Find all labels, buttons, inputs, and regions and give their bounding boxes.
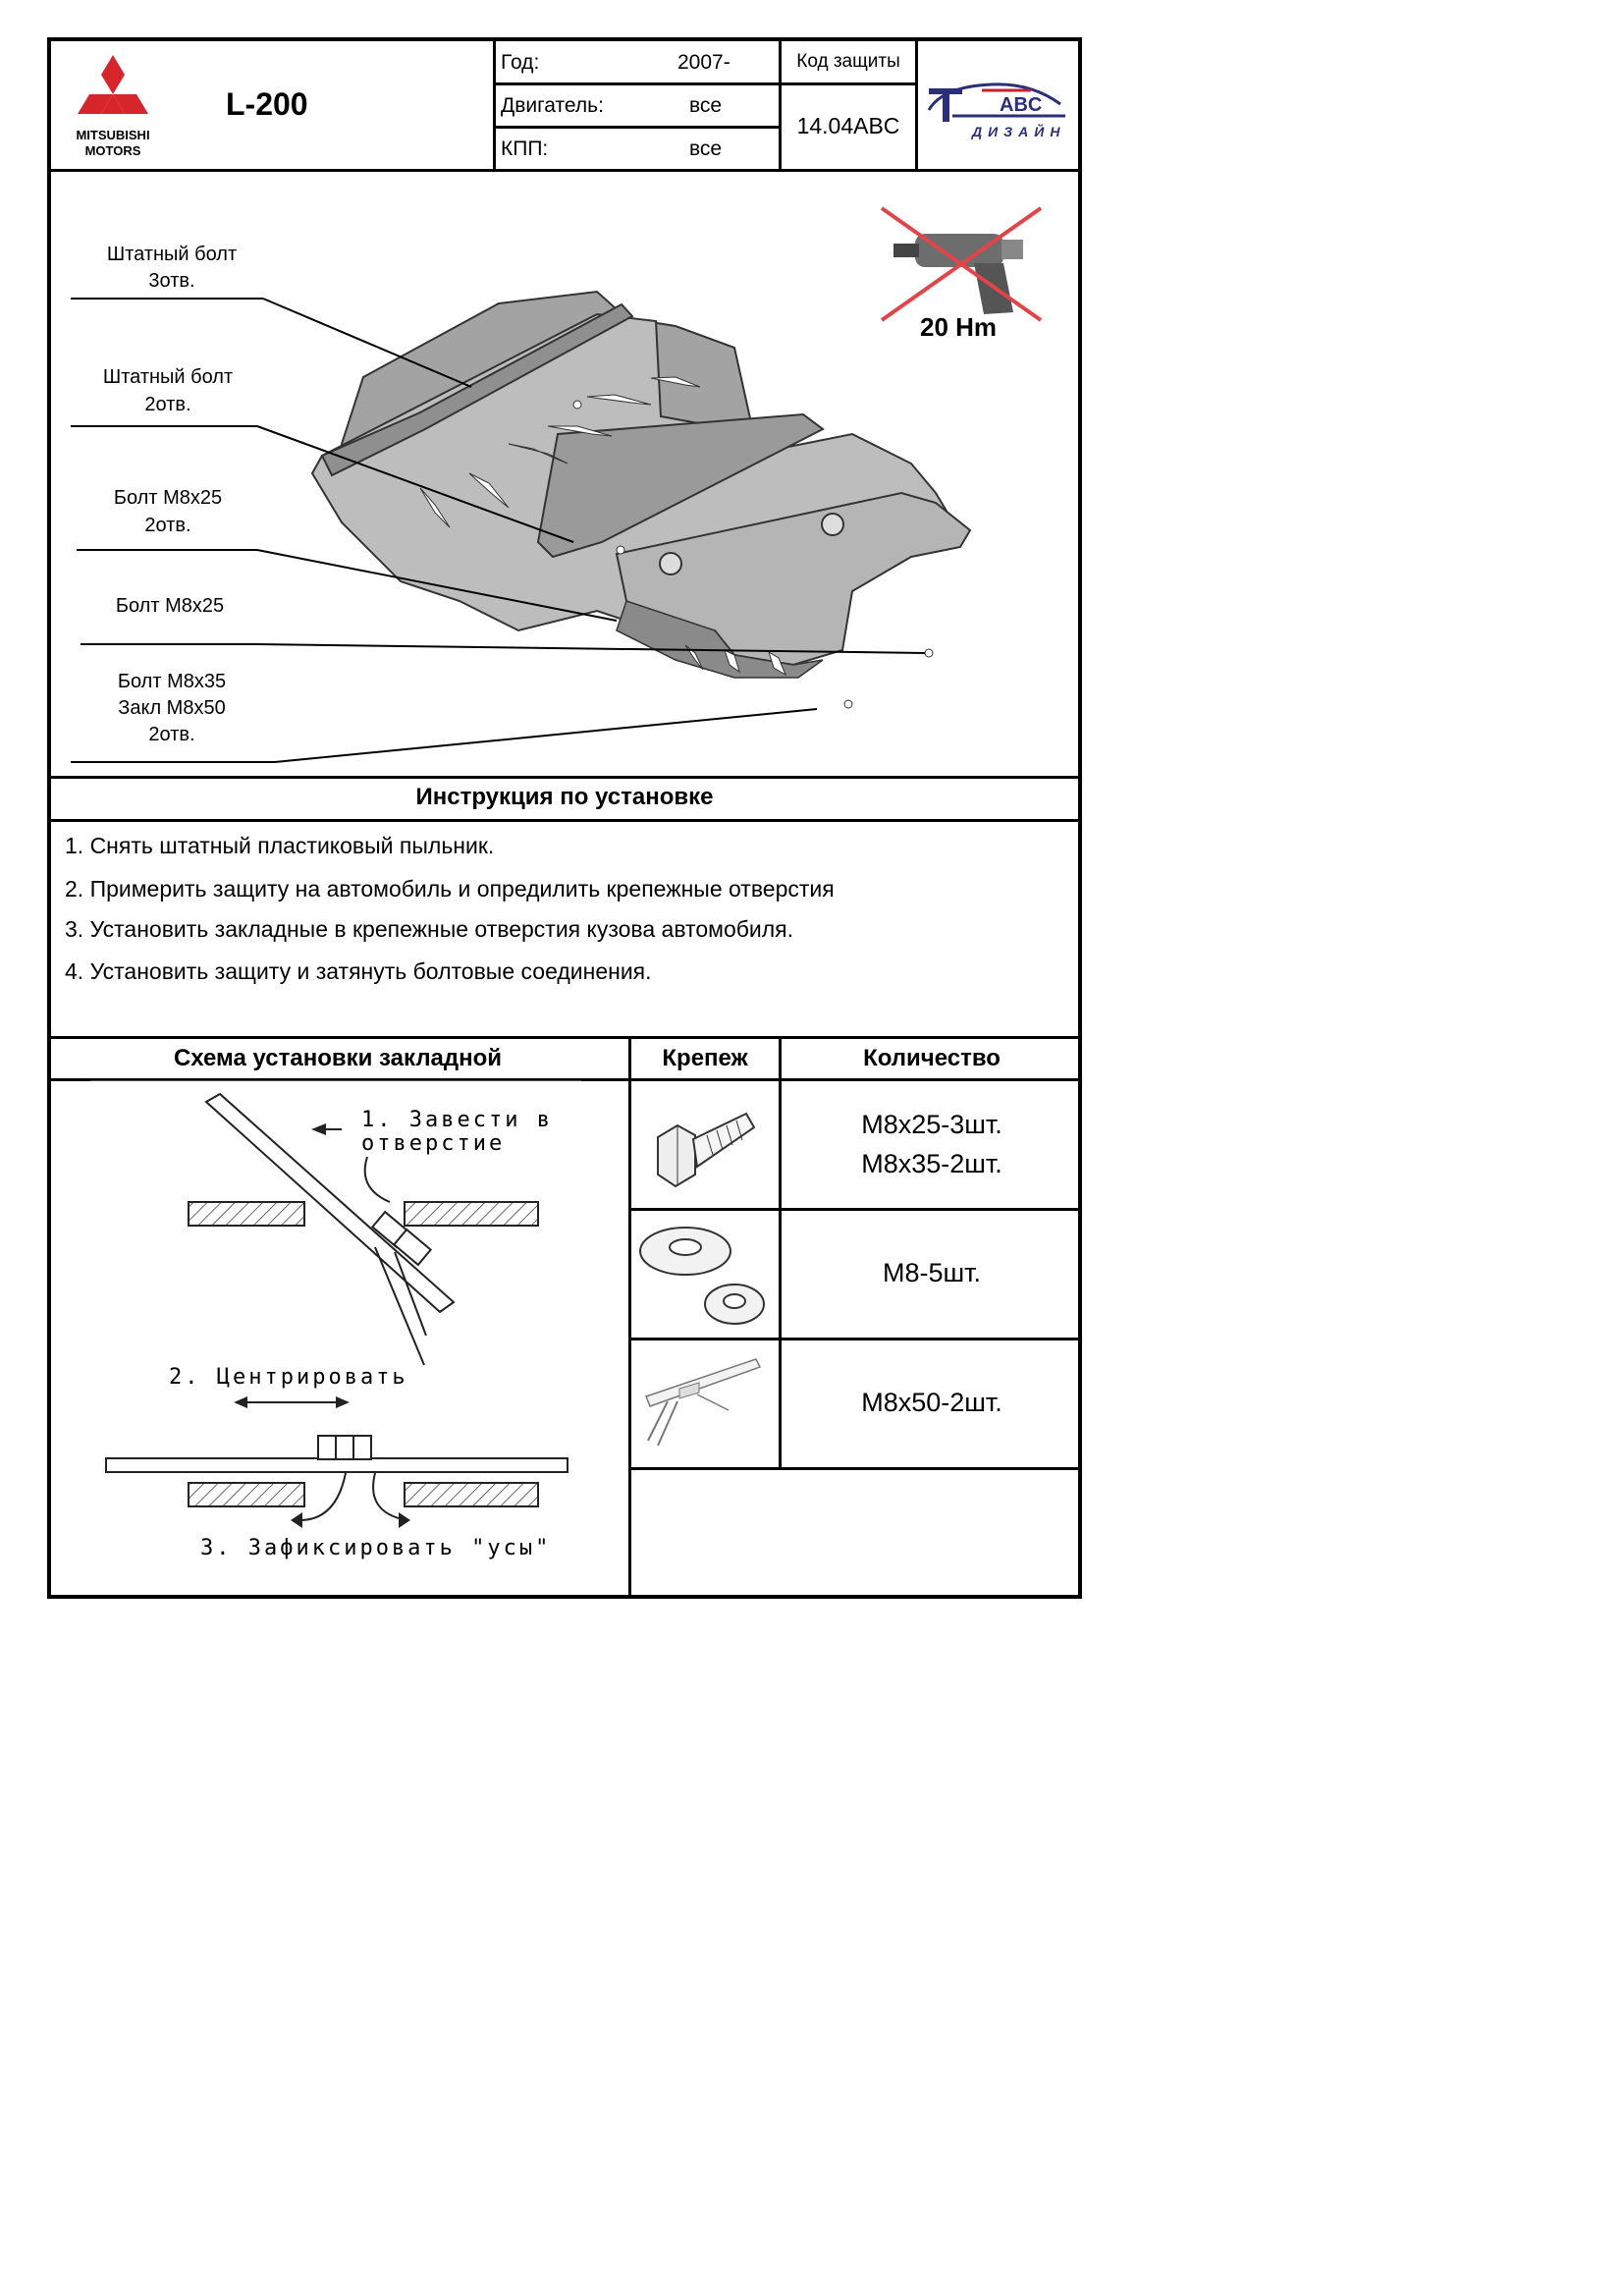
callout-3-line2: 2отв.: [144, 515, 191, 536]
qty-row1-line1: М8х25-3шт.: [861, 1110, 1002, 1139]
qty-row3-line1: М8х50-2шт.: [861, 1388, 1002, 1417]
instruction-step-1: 1. Снять штатный пластиковый пыльник.: [65, 833, 495, 858]
callout-1-line2: 3отв.: [148, 270, 195, 292]
mitsubishi-logo: [59, 51, 167, 164]
instruction-step-4: 4. Установить защиту и затянуть болтовые соединения.: [65, 958, 652, 984]
year-label: Год:: [501, 51, 540, 74]
callout-2-line1: Штатный болт: [102, 366, 234, 388]
instructions-title: Инструкция по установке: [415, 784, 714, 810]
torque-value: 20 Hm: [920, 312, 998, 342]
embedded-plate-icon: [638, 1347, 771, 1455]
quantity-column-header: Количество: [863, 1045, 1001, 1071]
impact-wrench-icon: [876, 204, 1062, 327]
model-name: L-200: [226, 86, 308, 122]
gearbox-value: все: [689, 137, 723, 160]
callout-2-line2: 2отв.: [144, 394, 191, 415]
scheme-step3: 3. Зафиксировать "усы": [200, 1536, 552, 1560]
fastener-column-header: Крепеж: [662, 1045, 748, 1071]
qty-row1-line2: М8х35-2шт.: [861, 1149, 1002, 1178]
year-value: 2007-: [677, 51, 731, 74]
abc-design-logo: [923, 77, 1070, 145]
scheme-column-header: Схема установки закладной: [173, 1045, 503, 1071]
washer-icon: [636, 1216, 774, 1332]
engine-label: Двигатель:: [501, 94, 604, 117]
callout-3-line1: Болт М8х25: [113, 487, 223, 509]
bolt-icon: [648, 1098, 766, 1196]
callout-4-line1: Болт М8х25: [115, 595, 225, 617]
callout-1-line1: Штатный болт: [106, 244, 238, 265]
code-value: 14.04ABC: [796, 113, 900, 138]
brand-line-2: MOTORS: [84, 143, 141, 158]
installation-scheme-drawing: [51, 1080, 626, 1596]
instruction-step-3: 3. Установить закладные в крепежные отверстия кузова автомобиля.: [65, 916, 794, 942]
logo-text-bottom: ДИЗАЙН: [972, 124, 1066, 139]
scheme-step1-line1: 1. Завести в: [361, 1108, 553, 1132]
qty-row2-line1: М8-5шт.: [882, 1258, 982, 1287]
callout-5-line2: Закл М8х50: [118, 697, 226, 719]
engine-value: все: [689, 94, 723, 117]
scheme-step1-line2: отверстие: [361, 1131, 506, 1156]
impact-wrench-crossed: [876, 204, 1062, 327]
callout-5-line1: Болт М8х35: [117, 671, 227, 692]
scheme-step2: 2. Центрировать: [169, 1365, 408, 1390]
instruction-step-2: 2. Примерить защиту на автомобиль и опредилить крепежные отверстия: [65, 876, 835, 902]
logo-text-top: ABC: [1000, 94, 1043, 116]
gearbox-label: КПП:: [501, 137, 549, 160]
callout-5-line3: 2отв.: [148, 724, 195, 745]
code-label: Код защиты: [796, 51, 900, 72]
brand-line-1: MITSUBISHI: [76, 128, 150, 142]
